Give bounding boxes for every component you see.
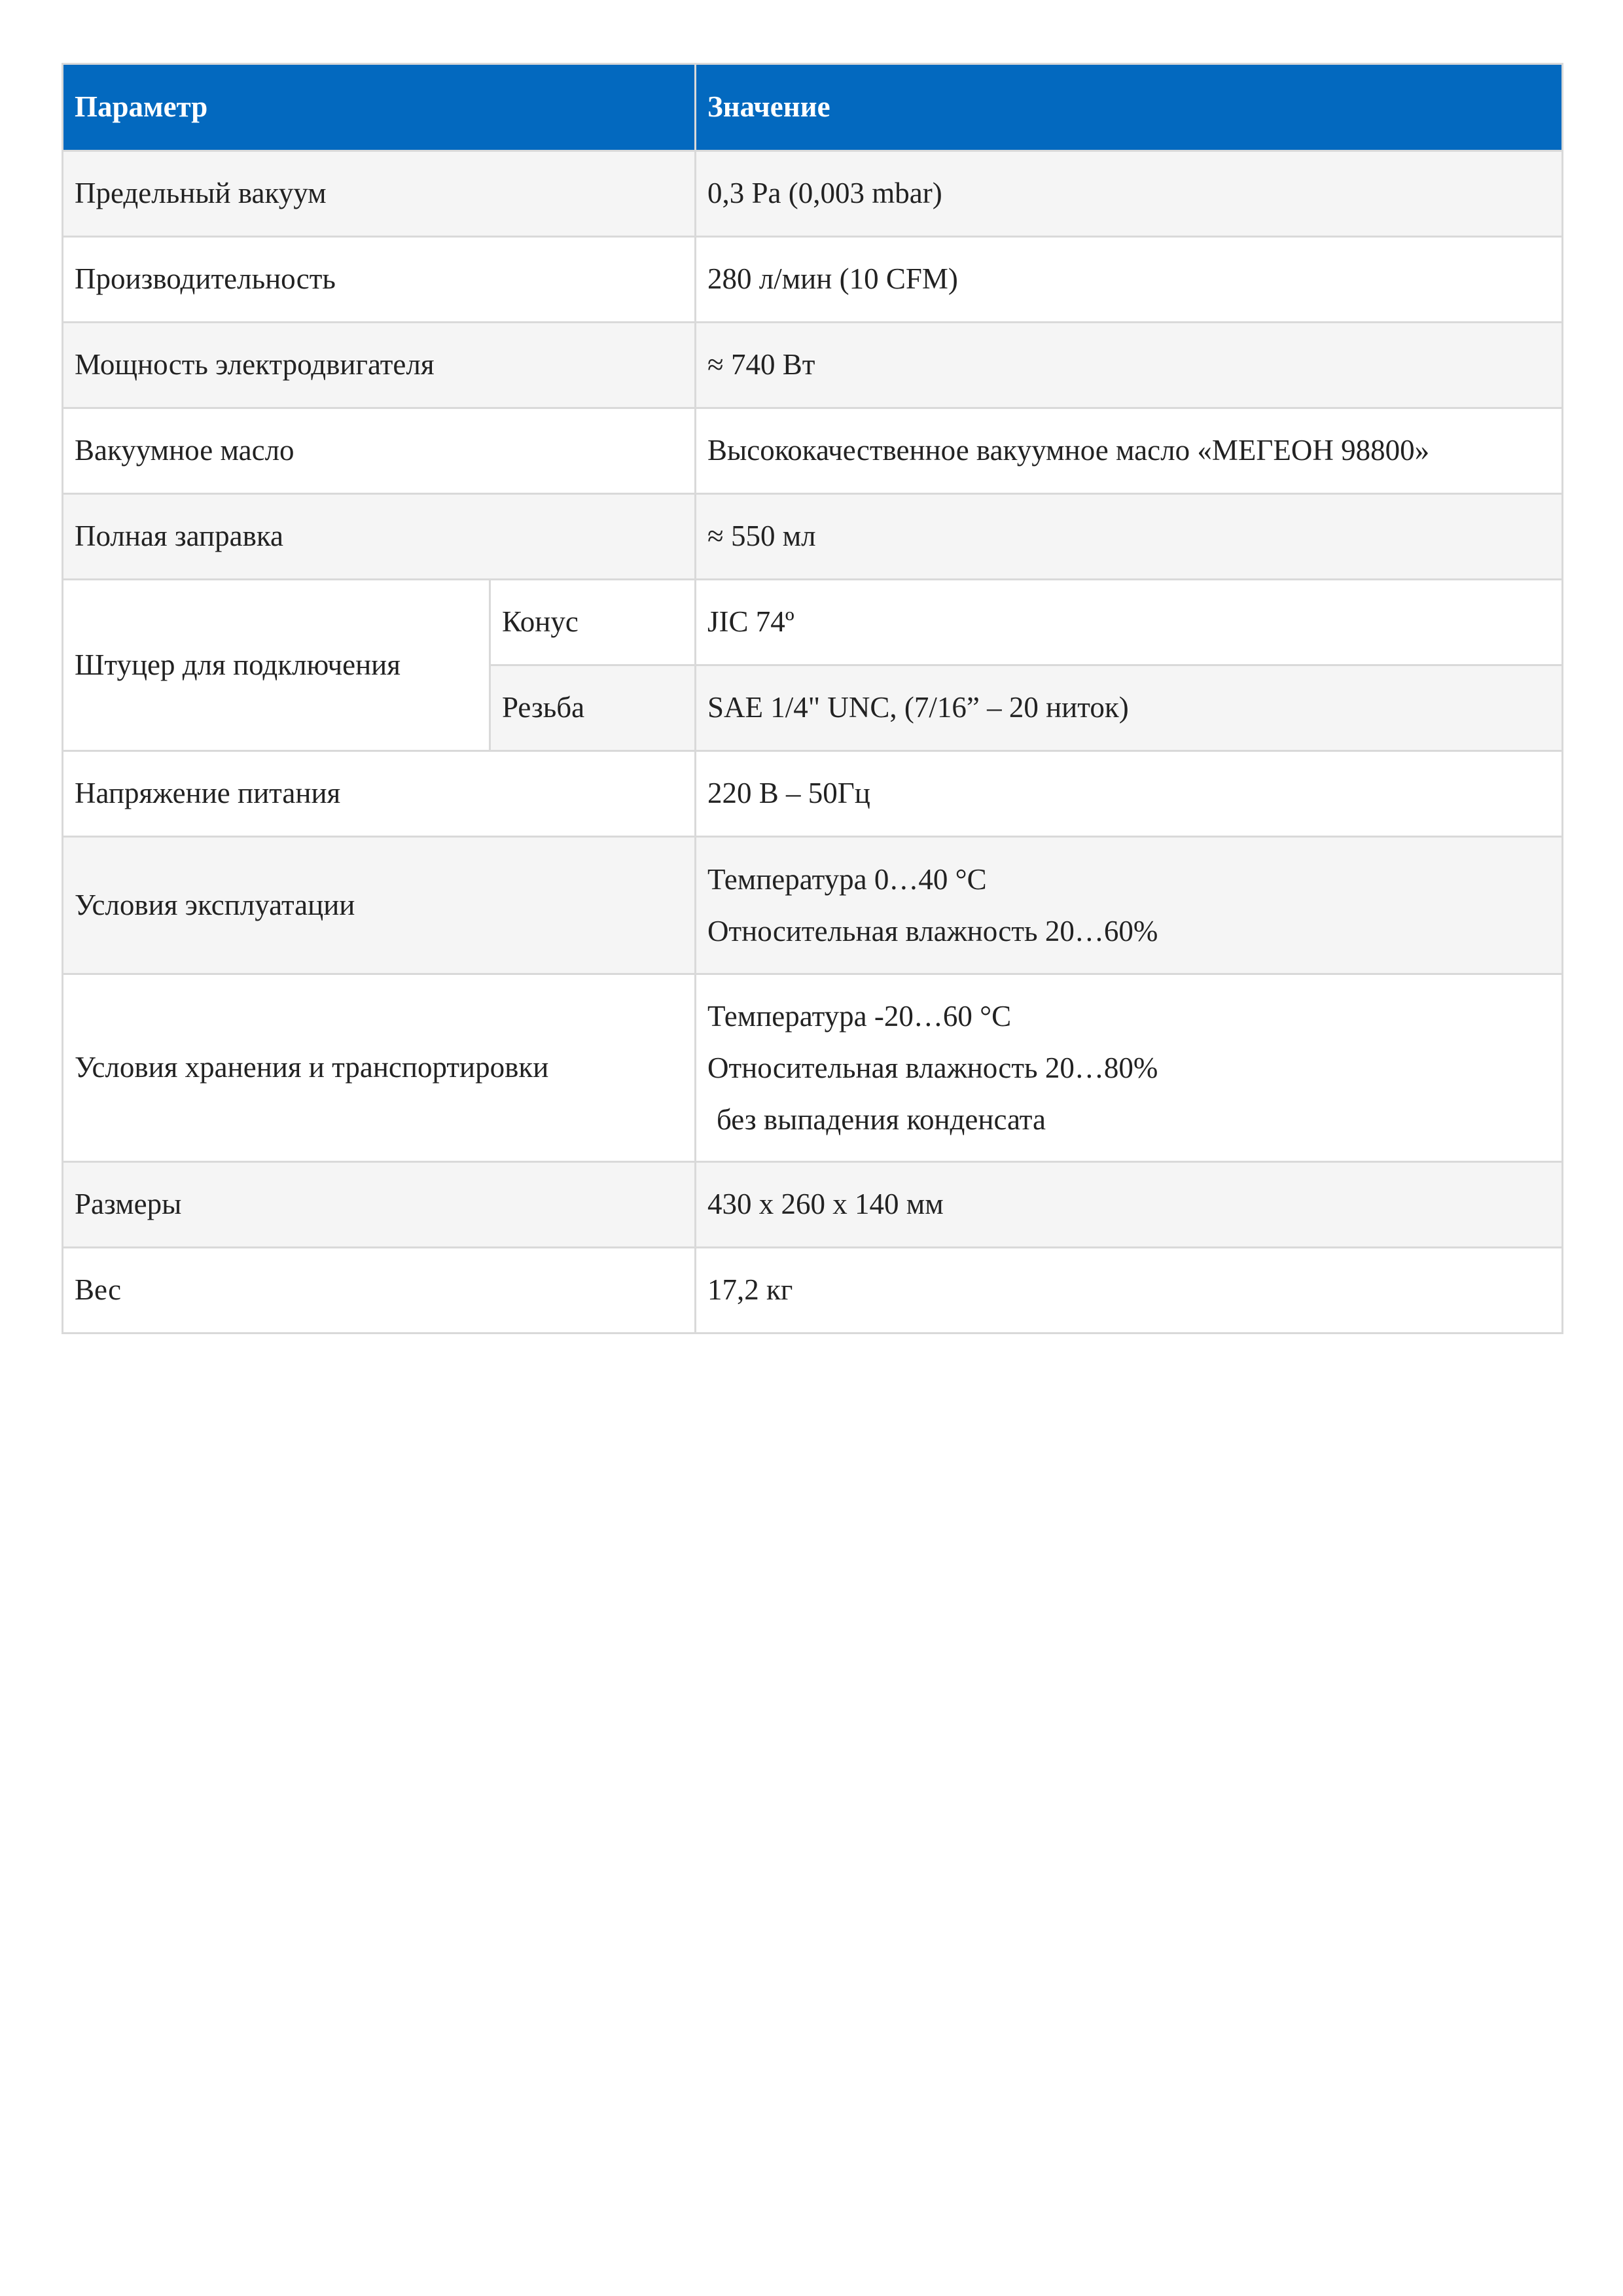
table-row xyxy=(63,580,1563,665)
row-label-storage: Условия хранения и транспортировки xyxy=(63,974,696,1162)
row-label-vacuum: Предельный вакуум xyxy=(63,151,696,237)
row-label-voltage: Напряжение питания xyxy=(63,751,696,837)
table-row xyxy=(63,1248,1563,1333)
table-row xyxy=(63,837,1563,974)
row-value-capacity: 280 л/мин (10 CFM) xyxy=(696,237,1563,323)
table-row xyxy=(63,323,1563,408)
row-label-dimensions: Размеры xyxy=(63,1162,696,1248)
row-value-storage xyxy=(696,974,1563,1162)
storage-condensation: без выпадения конденсата xyxy=(717,1103,1046,1136)
table-header-row xyxy=(63,64,1563,151)
table-row xyxy=(63,237,1563,323)
row-label-capacity: Производительность xyxy=(63,237,696,323)
row-label-operating: Условия эксплуатации xyxy=(63,837,696,974)
row-value-dimensions: 430 х 260 х 140 мм xyxy=(696,1162,1563,1248)
header-parameter: Параметр xyxy=(63,64,696,151)
table-row xyxy=(63,974,1563,1162)
row-value-voltage: 220 В – 50Гц xyxy=(696,751,1563,837)
table-row xyxy=(63,151,1563,237)
row-label-weight: Вес xyxy=(63,1248,696,1333)
row-value-fill: ≈ 550 мл xyxy=(696,494,1563,580)
row-value-weight: 17,2 кг xyxy=(696,1248,1563,1333)
row-value-cone: JIC 74º xyxy=(696,580,1563,665)
row-sublabel-cone: Конус xyxy=(490,580,696,665)
row-value-vacuum: 0,3 Pa (0,003 mbar) xyxy=(696,151,1563,237)
operating-humidity: Относительная влажность 20…60% xyxy=(707,914,1158,947)
row-label-oil: Вакуумное масло xyxy=(63,408,696,494)
table-row xyxy=(63,1162,1563,1248)
row-value-power: ≈ 740 Вт xyxy=(696,323,1563,408)
row-value-thread: SAE 1/4" UNC, (7/16” – 20 ниток) xyxy=(696,665,1563,751)
specifications-table xyxy=(62,63,1563,1334)
row-label-fill: Полная заправка xyxy=(63,494,696,580)
storage-humidity: Относительная влажность 20…80% xyxy=(707,1051,1158,1084)
storage-temperature: Температура -20…60 °С xyxy=(707,999,1012,1033)
row-label-fitting: Штуцер для подключения xyxy=(63,580,490,751)
row-label-power: Мощность электродвигателя xyxy=(63,323,696,408)
row-sublabel-thread: Резьба xyxy=(490,665,696,751)
operating-temperature: Температура 0…40 °С xyxy=(707,862,987,896)
row-value-oil: Высококачественное вакуумное масло «МЕГЕОН 98800» xyxy=(696,408,1563,494)
table-row xyxy=(63,494,1563,580)
header-value: Значение xyxy=(696,64,1563,151)
row-value-operating xyxy=(696,837,1563,974)
table-row xyxy=(63,751,1563,837)
table-row xyxy=(63,408,1563,494)
